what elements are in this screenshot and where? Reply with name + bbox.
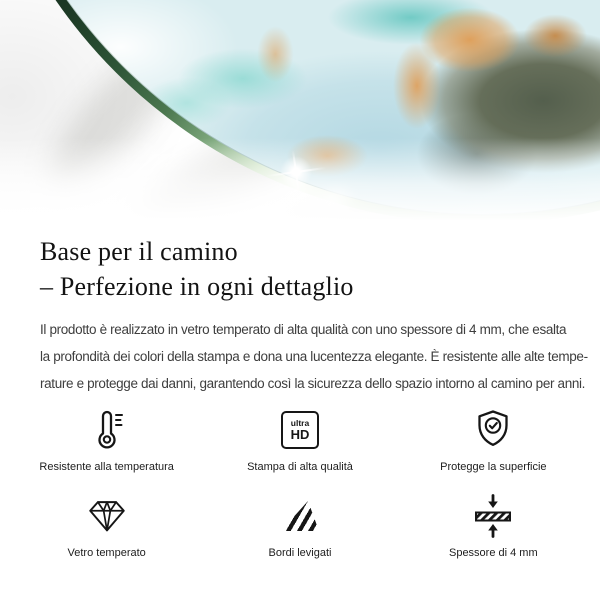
feature-item (10, 493, 203, 559)
feature-label: Vetro temperato (67, 547, 146, 559)
feature-label: Resistente alla temperatura (39, 461, 174, 473)
diamond-icon (84, 493, 130, 539)
intro-line: Il prodotto è realizzato in vetro temperato di alta qualità con uno spessore di 4 mm, che esalta (40, 322, 567, 337)
ultra-hd-text-bottom: HD (290, 427, 310, 442)
ultra-hd-icon (281, 407, 319, 453)
thickness-icon (469, 493, 517, 539)
intro-line: rature e protegge dai danni, garantendo così la sicurezza dello spazio intorno al camino per anni. (40, 376, 586, 391)
feature-label: Spessore di 4 mm (448, 547, 538, 559)
page-title-line-1: Base per il camino (40, 237, 238, 266)
feature-item (203, 493, 396, 559)
intro-line: la profondità dei colori della stampa e dona una lucentezza elegante. È resistente alle alte tempe- (40, 349, 588, 364)
feature-item (397, 493, 590, 559)
thermometer-icon (83, 407, 131, 453)
feature-item (397, 407, 590, 473)
ultra-hd-text-top: ultra (290, 418, 310, 428)
feature-item (203, 407, 396, 473)
features-grid (0, 407, 600, 559)
product-photo (0, 0, 600, 230)
shield-check-icon (469, 407, 517, 453)
polished-edges-icon (281, 493, 319, 539)
page-title-line-2: – Perfezione in ogni dettaglio (40, 272, 354, 301)
page-title (40, 230, 560, 304)
feature-label: Bordi levigati (268, 547, 332, 559)
intro-paragraph (40, 316, 588, 397)
sparkle-icon (260, 136, 332, 208)
feature-label: Protegge la superficie (440, 461, 547, 473)
feature-label: Stampa di alta qualità (247, 461, 353, 473)
feature-item (10, 407, 203, 473)
